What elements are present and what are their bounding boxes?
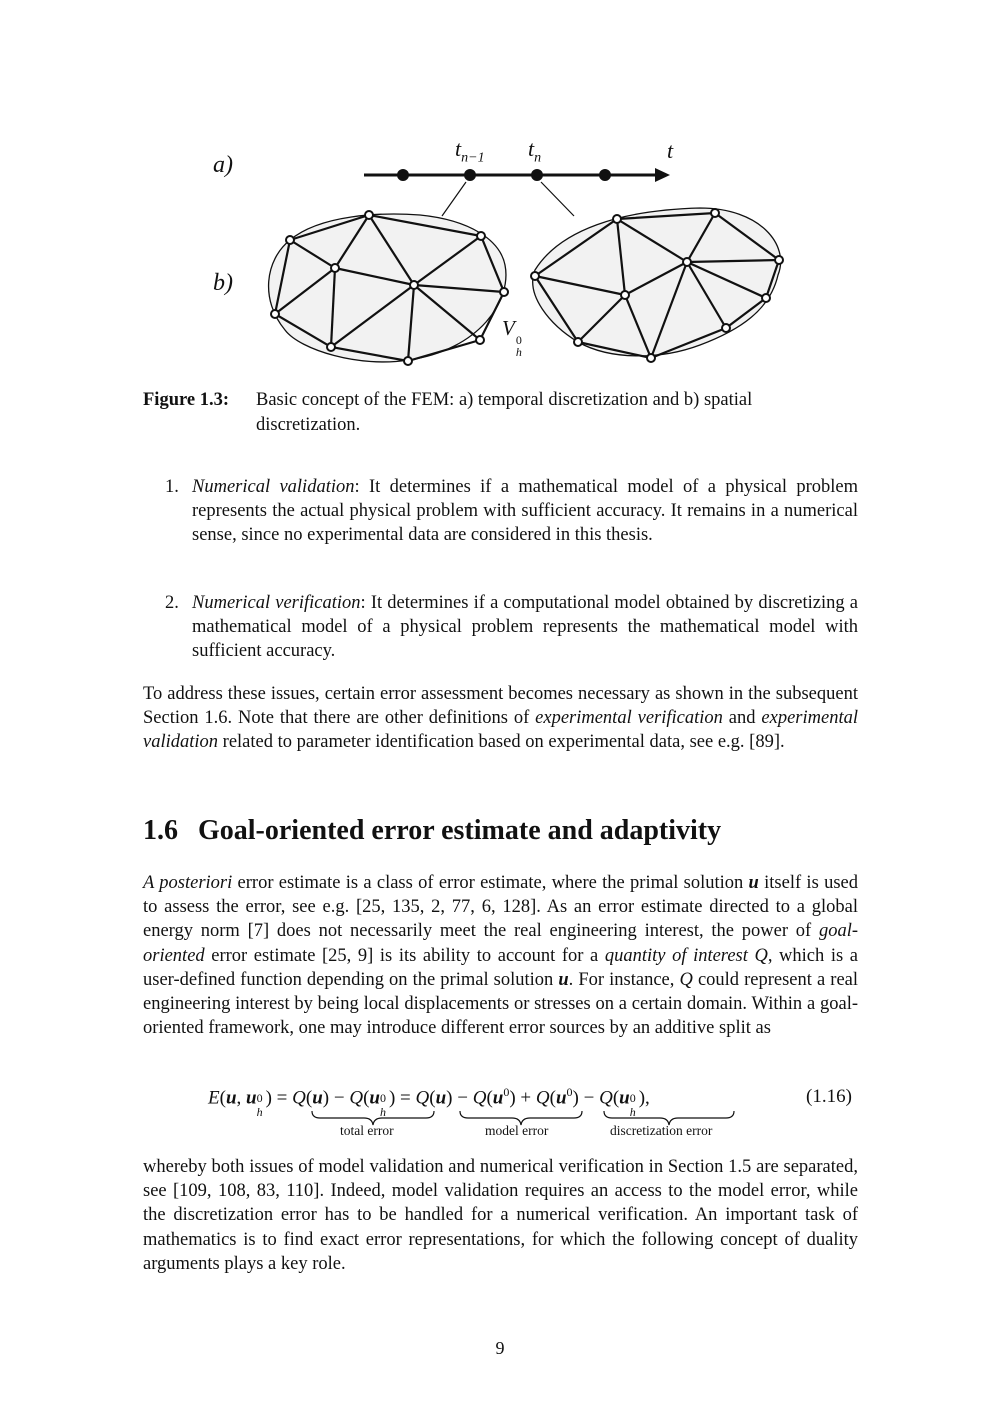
caption-text: Basic concept of the FEM: a) temporal discretization and b) spatial discretization.	[256, 390, 753, 435]
section-heading	[143, 815, 721, 847]
time-point	[399, 171, 408, 180]
brace-label-discretization: discretization error	[610, 1123, 713, 1138]
time-point	[601, 171, 610, 180]
mesh-right	[531, 208, 783, 362]
mesh-node	[271, 310, 279, 318]
list-text: : It determines if a computational model obtained by discretizing a mathematical model of a physical problem represents the mathematical model with sufficient accuracy.	[192, 593, 859, 662]
list-text: : It determines if a mathematical model of a physical problem represents the actual physical problem with sufficient accuracy. It remains in a numerical sense, since no experimental data are considered in this thesis.	[192, 477, 858, 546]
mesh-node	[500, 288, 508, 296]
paragraph: To address these issues, certain error assessment becomes necessary as shown in the subsequent Section 1.6. Note that there are other definitions of experimental verification and experimental validation related to parameter identification based on experimental data, see e.g. [89].	[143, 684, 858, 753]
mesh-node	[404, 357, 412, 365]
brace-label-total: total error	[340, 1123, 394, 1138]
time-label-cur: $t_n$	[528, 136, 542, 166]
mesh-node	[331, 264, 339, 272]
mesh-node	[410, 281, 418, 289]
list-number: 1.	[165, 477, 179, 497]
mesh-node	[574, 338, 582, 346]
equation-body: E(u, u 0 h ) = Q(u) − Q(u 0 h ) = $Q(u) - Q(u^0) + Q(u^0) - Q(u$ 0 h ),	[208, 1085, 650, 1120]
brace-label-model: model error	[485, 1123, 549, 1138]
list-term: Numerical verification	[192, 593, 361, 613]
fem-diagram	[0, 0, 1000, 380]
list-body	[192, 475, 858, 548]
mesh-node	[647, 354, 655, 362]
connector-line	[541, 182, 574, 216]
mesh-node	[613, 215, 621, 223]
time-point	[466, 171, 475, 180]
time-axis	[364, 168, 670, 182]
mesh-node	[762, 294, 770, 302]
mesh-left	[269, 211, 508, 365]
caption-title: Figure 1.3:	[143, 390, 229, 410]
list-body	[192, 591, 858, 664]
mesh-node	[365, 211, 373, 219]
section-number: 1.6	[143, 815, 178, 846]
paragraph: A posteriori error estimate is a class of error estimate, where the primal solution u itself is used to assess the error, see e.g. [25, 135, 2, 77, 6, 128]. As an error estimate directed to a global energy norm [7] does not necessarily meet the real engineering interest, the power of goal-oriented error estimate [25, 9] is its ability to account for a quantity of interest Q, which is a user-defined function depending on the primal solution u. For instance, Q could represent a real engineering interest by being local displacements or stresses on a certain domain. Within a goal-oriented framework, one may introduce different error sources by an additive split as	[143, 873, 859, 1039]
mesh-node	[531, 272, 539, 280]
list-number: 2.	[165, 593, 179, 613]
connector-line	[442, 182, 466, 216]
mesh-label: V 0 h	[502, 316, 522, 359]
mesh-node	[327, 343, 335, 351]
page-number: 9	[495, 1338, 505, 1358]
mesh-node	[286, 236, 294, 244]
figure-label-a: a)	[213, 152, 233, 178]
mesh-node	[775, 256, 783, 264]
mesh-node	[711, 209, 719, 217]
section-title: Goal-oriented error estimate and adaptivity	[198, 815, 722, 846]
list-term: Numerical validation	[192, 477, 355, 497]
equation-number: (1.16)	[806, 1086, 852, 1107]
mesh-node	[477, 232, 485, 240]
mesh-node	[683, 258, 691, 266]
mesh-node	[722, 324, 730, 332]
mesh-node	[621, 291, 629, 299]
time-point	[533, 171, 542, 180]
time-axis-label: t	[667, 138, 674, 163]
paragraph: whereby both issues of model validation and numerical verification in Section 1.5 are separated, see [109, 108, 83, 110]. Indeed, model validation requires an access to the model error, while the discretization error has to be handled for a numerical verification. An important task of mathematics is to find exact error representations, for which the following concept of duality arguments plays a key role.	[143, 1157, 858, 1274]
time-label-prev: $t_{n-1}$	[455, 136, 485, 166]
mesh-node	[476, 336, 484, 344]
figure-label-b: b)	[213, 270, 233, 296]
